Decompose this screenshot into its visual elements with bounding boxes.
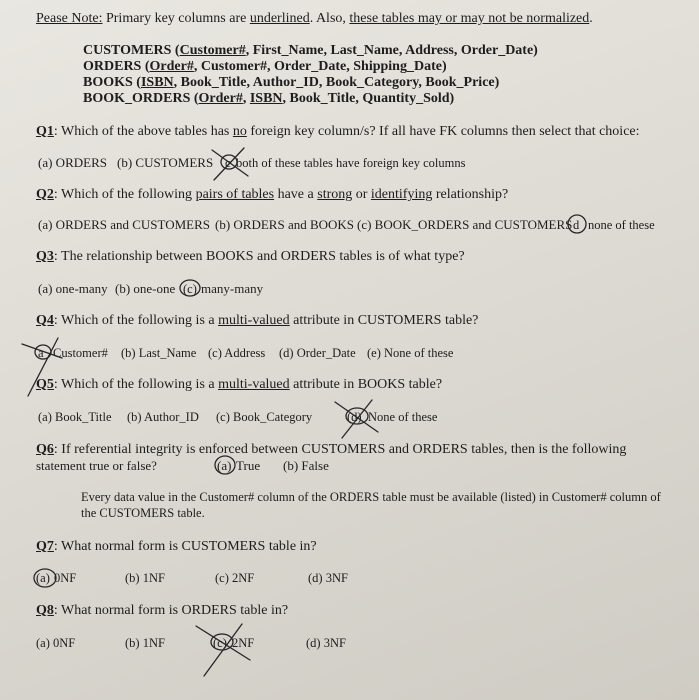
q6-option-a: True — [236, 458, 261, 473]
q2-text-2: have a — [274, 187, 318, 202]
q4-option-c: (c) Address — [208, 346, 266, 360]
q7-option-a-mark: (a) — [36, 571, 50, 585]
q6-option-a-mark: (a) — [217, 458, 232, 473]
q2-option-a: (a) ORDERS and CUSTOMERS — [38, 217, 211, 232]
q4-text-1: : Which of the following is a — [53, 313, 219, 328]
schema-pk: ISBN — [140, 75, 174, 90]
q3-option-b: (b) one-one — [115, 281, 176, 296]
schema-books — [83, 76, 499, 90]
q5-option-d-mark: (d) — [347, 410, 362, 424]
q2-identifying: identifying — [370, 187, 433, 202]
q2-option-b: (b) ORDERS and BOOKS — [215, 217, 355, 232]
note-end: . — [589, 11, 593, 26]
q5-multivalued: multi-valued — [218, 377, 290, 392]
q8-text: : What normal form is ORDERS table in? — [53, 603, 289, 618]
q2-strong: strong — [317, 187, 353, 202]
schema-name: BOOKS ( — [83, 75, 141, 90]
q8-number: Q8 — [36, 603, 54, 618]
note-text-1: Primary key columns are — [102, 11, 250, 26]
q3-option-c: many-many — [201, 281, 264, 296]
schema-name: ORDERS ( — [83, 59, 150, 74]
q5-number: Q5 — [36, 377, 54, 392]
q7-option-d: (d) 3NF — [308, 571, 348, 585]
q2-question — [36, 188, 508, 202]
note-prefix: Pease Note: — [36, 11, 103, 26]
q6-question-line2: statement true or false? — [36, 458, 157, 473]
note-maynot: these tables may or may not be normalized — [349, 11, 590, 26]
q1-text-1: : Which of the above tables has — [53, 124, 233, 139]
q7-option-c: (c) 2NF — [215, 571, 255, 585]
q2-pairs: pairs of tables — [195, 187, 275, 202]
q6-text-1: : If referential integrity is enforced between CUSTOMERS and ORDERS tables, then is the following — [53, 442, 627, 457]
q5-question — [36, 378, 442, 392]
q4-option-a: Customer# — [53, 346, 108, 360]
q2-text-4: relationship? — [432, 187, 509, 202]
q7-option-a: 0NF — [54, 571, 77, 585]
q5-text-1: : Which of the following is a — [53, 377, 219, 392]
q1-option-c-mark: c — [225, 156, 231, 170]
q4-option-a-mark: a — [38, 346, 44, 360]
q4-multivalued: multi-valued — [218, 313, 290, 328]
q1-option-b: (b) CUSTOMERS — [117, 155, 214, 170]
q1-text-2: foreign key column/s? If all have FK columns then select that choice: — [246, 124, 640, 139]
q8-question — [36, 604, 288, 618]
q8-option-a: (a) 0NF — [36, 636, 76, 650]
q8-option-d: (d) 3NF — [306, 636, 346, 650]
note-line — [36, 12, 593, 26]
q8-option-c: 2NF — [232, 636, 255, 650]
q2-option-d-mark: d — [573, 218, 580, 232]
note-underlined: underlined — [249, 11, 310, 26]
q2-text-1: : Which of the following — [53, 187, 196, 202]
schema-pk: Order# — [198, 91, 243, 106]
q4-number: Q4 — [36, 313, 54, 328]
q2-text-3: or — [352, 187, 371, 202]
q4-option-e: (e) None of these — [367, 346, 454, 360]
q2-option-d: none of these — [588, 218, 655, 232]
q2-option-c: (c) BOOK_ORDERS and CUSTOMERS — [357, 217, 573, 232]
q1-option-c: both of these tables have foreign key columns — [236, 156, 466, 170]
q6-option-b: (b) False — [283, 458, 329, 473]
q6-number: Q6 — [36, 442, 54, 457]
schema-customers — [83, 44, 538, 58]
q6-statement-line1: Every data value in the Customer# column of the ORDERS table must be available (listed) in Customer# column of — [81, 490, 661, 504]
schema-pk2: ISBN — [249, 91, 283, 106]
q3-text: : The relationship between BOOKS and ORDERS tables is of what type? — [53, 249, 465, 264]
q7-number: Q7 — [36, 539, 54, 554]
q4-text-2: attribute in CUSTOMERS table? — [289, 313, 479, 328]
q7-option-b: (b) 1NF — [125, 571, 165, 585]
q5-option-b: (b) Author_ID — [127, 410, 199, 424]
note-text-2: . Also, — [309, 11, 350, 26]
q1-question — [36, 125, 640, 139]
schema-mid: , — [242, 91, 250, 106]
schema-pk: Customer# — [179, 43, 246, 58]
q4-question — [36, 314, 478, 328]
q5-option-c: (c) Book_Category — [216, 410, 313, 424]
q4-option-b: (b) Last_Name — [121, 346, 197, 360]
q5-text-2: attribute in BOOKS table? — [289, 377, 443, 392]
q2-number: Q2 — [36, 187, 54, 202]
q8-option-b: (b) 1NF — [125, 636, 165, 650]
schema-pk: Order# — [149, 59, 194, 74]
schema-rest: , First_Name, Last_Name, Address, Order_Date) — [245, 43, 538, 58]
q7-question — [36, 540, 317, 554]
schema-name: BOOK_ORDERS ( — [83, 91, 199, 106]
q8-answer-cross — [196, 624, 250, 676]
q6-statement-line2: the CUSTOMERS table. — [81, 506, 205, 520]
q5-option-a: (a) Book_Title — [38, 410, 112, 424]
schema-rest: , Book_Title, Quantity_Sold) — [282, 91, 455, 106]
q3-question — [36, 250, 465, 264]
q1-option-a: (a) ORDERS — [38, 155, 107, 170]
schema-book-orders — [83, 92, 454, 106]
q6-question-line1 — [36, 443, 626, 457]
q5-option-d: None of these — [368, 410, 438, 424]
q1-no: no — [232, 124, 247, 139]
schema-name: CUSTOMERS ( — [83, 43, 180, 58]
q8-option-c-mark: (c) — [213, 636, 227, 650]
q3-option-a: (a) one-many — [38, 281, 108, 296]
q3-number: Q3 — [36, 249, 54, 264]
schema-orders — [83, 60, 447, 74]
q3-option-c-mark: (c) — [183, 282, 197, 296]
q4-option-d: (d) Order_Date — [279, 346, 356, 360]
q7-text: : What normal form is CUSTOMERS table in? — [53, 539, 317, 554]
schema-rest: , Customer#, Order_Date, Shipping_Date) — [193, 59, 447, 74]
q1-number: Q1 — [36, 124, 54, 139]
schema-rest: , Book_Title, Author_ID, Book_Category, Book_Price) — [173, 75, 500, 90]
